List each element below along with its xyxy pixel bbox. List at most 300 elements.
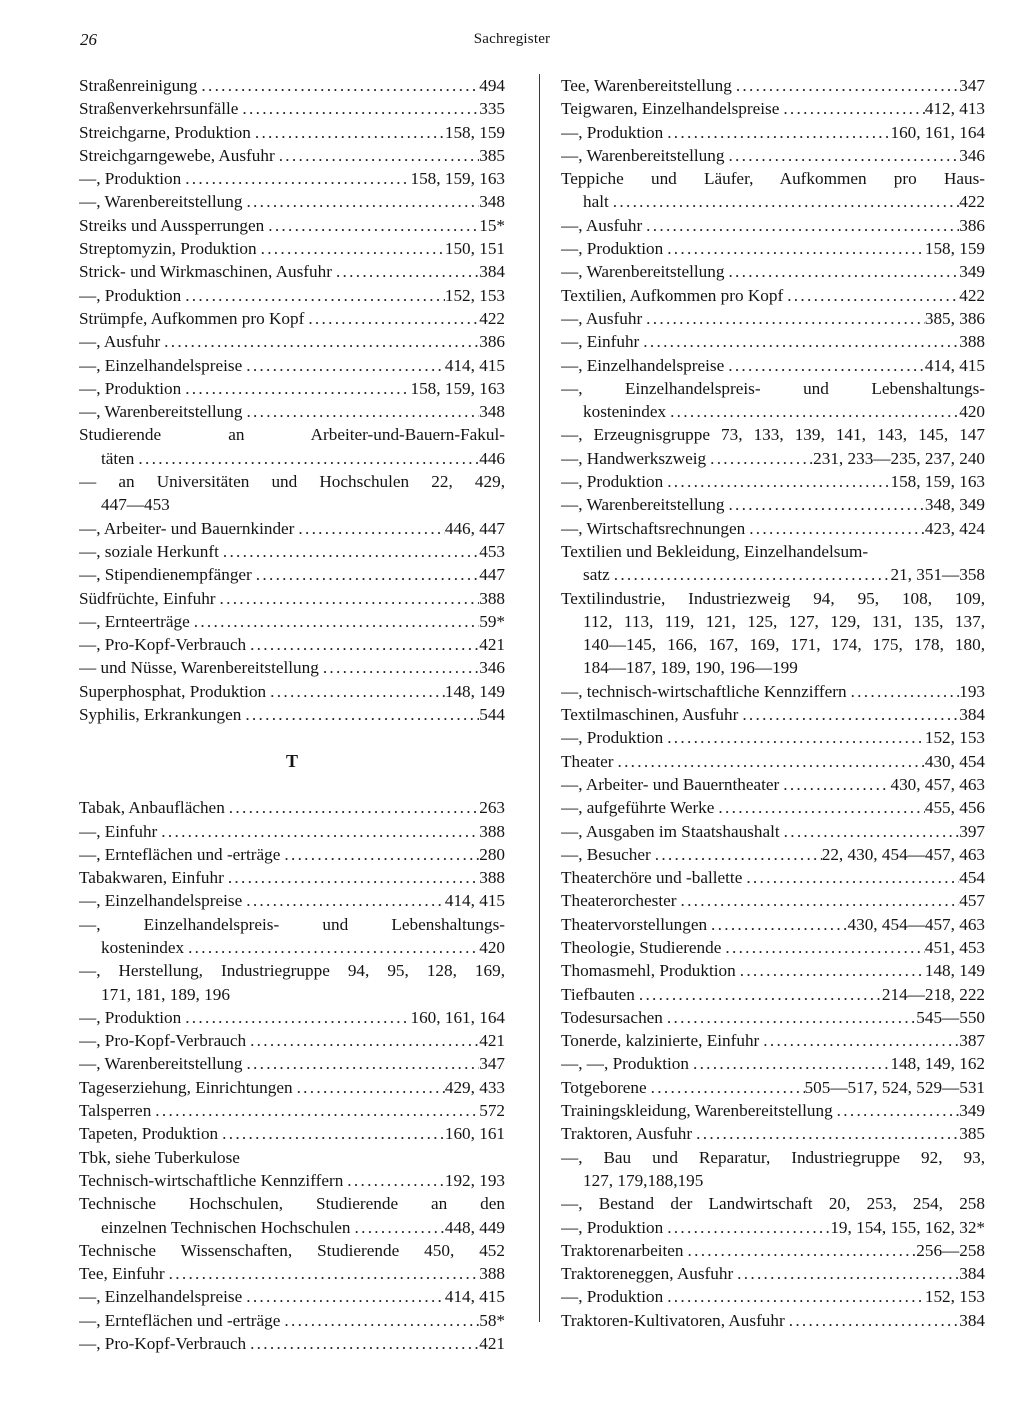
index-entry [561, 470, 985, 493]
dot-leader [252, 563, 479, 586]
entry-label: —, Produktion [561, 472, 664, 492]
index-entry [79, 237, 505, 260]
index-entry [561, 587, 985, 610]
index-entry [79, 540, 505, 563]
entry-page-refs: 430, 454 [924, 751, 985, 771]
entry-label: —, Warenbereitstellung [561, 145, 725, 165]
entry-page-refs: 384 [479, 262, 505, 282]
index-entry [79, 633, 505, 656]
index-entry [561, 889, 985, 912]
index-entry [561, 400, 985, 423]
dot-leader [242, 400, 479, 423]
index-entry [561, 563, 985, 586]
index-entry [79, 377, 505, 400]
entry-page-refs: 421 [479, 1031, 505, 1051]
dot-leader [676, 889, 959, 912]
entry-label: Technische Wissenschaften, Studierende 450, 452 [79, 1240, 505, 1260]
index-column-right [561, 74, 985, 1332]
entry-label: —, Warenbereitstellung [79, 192, 243, 212]
entry-label: einzelnen Technischen Hochschulen [101, 1217, 351, 1237]
entry-page-refs: 148, 149 [444, 681, 505, 701]
entry-label: —, Warenbereitstellung [561, 262, 725, 282]
entry-label: Tapeten, Produktion [79, 1124, 219, 1144]
entry-label: Technische Hochschulen, Studierende an den [79, 1194, 505, 1214]
entry-page-refs: 388 [479, 868, 505, 888]
index-entry [561, 97, 985, 120]
index-entry [79, 983, 505, 1006]
index-entry [561, 750, 985, 773]
entry-label: Syphilis, Erkrankungen [79, 705, 242, 725]
dot-leader [242, 1285, 445, 1308]
dot-leader [184, 936, 479, 959]
entry-label: Trainingskleidung, Warenbereitstellung [561, 1101, 833, 1121]
index-entry [561, 1146, 985, 1169]
entry-label: —, Ausgaben im Staatshaushalt [561, 821, 780, 841]
index-entry [79, 1029, 505, 1052]
entry-label: 127, 179,188,195 [583, 1170, 704, 1190]
entry-page-refs: 348 [479, 192, 505, 212]
index-entry [561, 703, 985, 726]
entry-page-refs: 384 [959, 1310, 985, 1330]
dot-leader [216, 587, 480, 610]
entry-page-refs: 59* [479, 611, 505, 631]
entry-label: —, Besucher [561, 844, 651, 864]
entry-page-refs: 447 [479, 565, 505, 585]
dot-leader [246, 1332, 479, 1355]
entry-label: —, Produktion [79, 1007, 182, 1027]
entry-page-refs: 421 [479, 1334, 505, 1354]
index-entry [561, 843, 985, 866]
index-entry [79, 260, 505, 283]
entry-page-refs: 397 [959, 821, 985, 841]
dot-leader [293, 1076, 445, 1099]
entry-page-refs: 572 [479, 1101, 505, 1121]
dot-leader [785, 1309, 959, 1332]
dot-leader [319, 656, 479, 679]
entry-label: —, Einzelhandelspreise [561, 355, 725, 375]
dot-leader [181, 167, 410, 190]
entry-page-refs: 384 [959, 1264, 985, 1284]
entry-page-refs: 422 [959, 285, 985, 305]
entry-page-refs: 494 [479, 76, 505, 95]
dot-leader [642, 214, 959, 237]
dot-leader [647, 1076, 805, 1099]
entry-label: —, Einzelhandelspreise [79, 891, 243, 911]
entry-page-refs: 21, 351—358 [890, 565, 985, 585]
index-entry [79, 423, 505, 446]
entry-label: Streichgarne, Produktion [79, 122, 251, 142]
dot-leader [684, 1239, 917, 1262]
entry-label: Thomasmehl, Produktion [561, 961, 736, 981]
entry-label: Theater [561, 751, 614, 771]
index-entry [79, 656, 505, 679]
entry-label: —, Ernteerträge [79, 611, 190, 631]
entry-page-refs: 22, 430, 454—457, 463 [821, 844, 985, 864]
dot-leader [745, 517, 925, 540]
dot-leader [225, 796, 479, 819]
entry-label: 447—453 [101, 495, 170, 515]
entry-label: —, Arbeiter- und Bauernkinder [79, 518, 295, 538]
entry-page-refs: 453 [479, 541, 505, 561]
entry-label: Südfrüchte, Einfuhr [79, 588, 216, 608]
entry-page-refs: 160, 161, 164 [410, 1007, 505, 1027]
entry-page-refs: 454 [959, 868, 985, 888]
entry-page-refs: 214—218, 222 [881, 984, 985, 1004]
entry-page-refs: 193 [959, 681, 985, 701]
dot-leader [332, 260, 479, 283]
index-entry [561, 377, 985, 400]
entry-page-refs: 386 [959, 215, 985, 235]
entry-page-refs: 349 [959, 1101, 985, 1121]
index-entry [79, 493, 505, 516]
entry-page-refs: 348 [479, 402, 505, 422]
entry-page-refs: 158, 159, 163 [890, 472, 985, 492]
entry-page-refs: 158, 159, 163 [410, 378, 505, 398]
entry-page-refs: 152, 153 [444, 285, 505, 305]
entry-label: Tee, Einfuhr [79, 1264, 165, 1284]
entry-page-refs: 420 [479, 937, 505, 957]
entry-label: Traktorenarbeiten [561, 1240, 684, 1260]
index-entry [79, 74, 505, 97]
dot-leader [275, 144, 480, 167]
index-entry [79, 587, 505, 610]
dot-leader [238, 97, 479, 120]
index-entry [561, 633, 985, 656]
index-entry [79, 913, 505, 936]
entry-label: — an Universitäten und Hochschulen 22, 429, [79, 472, 505, 492]
entry-page-refs: 150, 151 [444, 239, 505, 259]
index-entry [561, 540, 985, 563]
index-entry [79, 97, 505, 120]
index-entry [79, 214, 505, 237]
entry-label: Textilmaschinen, Ausfuhr [561, 705, 739, 725]
entry-label: halt [583, 192, 609, 212]
index-entry [561, 447, 985, 470]
dot-leader [266, 680, 445, 703]
dot-leader [732, 74, 959, 97]
dot-leader [707, 913, 847, 936]
entry-label: —, Einzelhandelspreis- und Lebenshaltungs- [561, 378, 985, 398]
dot-leader [343, 1169, 445, 1192]
entry-page-refs: 335 [479, 99, 505, 119]
entry-page-refs: 414, 415 [444, 891, 505, 911]
entry-page-refs: 429, 433 [444, 1077, 505, 1097]
dot-leader [780, 820, 960, 843]
dot-leader [610, 563, 891, 586]
index-entry [79, 447, 505, 470]
dot-leader [724, 493, 924, 516]
entry-label: Streichgarngewebe, Ausfuhr [79, 145, 275, 165]
entry-label: Talsperren [79, 1101, 152, 1121]
entry-label: —, Einzelhandelspreis- und Lebenshaltungs- [79, 914, 505, 934]
entry-label: Studierende an Arbeiter-und-Bauern-Fakul- [79, 425, 505, 445]
dot-leader [642, 307, 925, 330]
entry-label: —, Pro-Kopf-Verbrauch [79, 635, 247, 655]
entry-page-refs: 384 [959, 705, 985, 725]
dot-leader [833, 1099, 960, 1122]
dot-leader [242, 889, 445, 912]
entry-label: —, Warenbereitstellung [79, 402, 243, 422]
index-entry [79, 563, 505, 586]
index-entry [561, 190, 985, 213]
index-entry [79, 1122, 505, 1145]
dot-leader [733, 1262, 959, 1285]
index-entry [79, 680, 505, 703]
index-entry [79, 936, 505, 959]
dot-leader [714, 796, 924, 819]
dot-leader [197, 74, 479, 97]
dot-leader [280, 1309, 479, 1332]
entry-page-refs: 19, 154, 155, 162, 32* [830, 1217, 985, 1237]
entry-label: Textilindustrie, Industriezweig 94, 95, 108, 109, [561, 588, 985, 608]
dot-leader [165, 1262, 480, 1285]
index-entry [561, 517, 985, 540]
dot-leader [157, 820, 479, 843]
index-entry [79, 144, 505, 167]
entry-label: —, Produktion [561, 1217, 664, 1237]
entry-label: —, aufgeführte Werke [561, 798, 715, 818]
entry-page-refs: 148, 149, 162 [890, 1054, 985, 1074]
dot-leader [160, 330, 479, 353]
dot-leader [738, 703, 959, 726]
dot-leader [351, 1216, 445, 1239]
dot-leader [663, 1285, 925, 1308]
dot-leader [294, 517, 444, 540]
entry-page-refs: 256—258 [916, 1240, 985, 1260]
dot-leader [724, 354, 925, 377]
entry-label: Todesursachen [561, 1007, 663, 1027]
entry-label: —, Einzelhandelspreise [79, 1287, 243, 1307]
index-entry [561, 354, 985, 377]
entry-label: —, Ausfuhr [561, 308, 643, 328]
index-entry [561, 796, 985, 819]
dot-leader [724, 144, 959, 167]
index-entry [79, 1262, 505, 1285]
entry-label: —, Produktion [561, 239, 664, 259]
dot-leader [246, 1029, 479, 1052]
dot-leader [181, 284, 445, 307]
entry-page-refs: 451, 453 [924, 937, 985, 957]
index-entry [79, 796, 505, 819]
entry-label: Technisch-wirtschaftliche Kennziffern [79, 1170, 344, 1190]
entry-page-refs: 15* [479, 215, 505, 235]
entry-page-refs: 388 [959, 332, 985, 352]
dot-leader [280, 843, 479, 866]
entry-page-refs: 152, 153 [924, 728, 985, 748]
index-entry [79, 354, 505, 377]
entry-label: 171, 181, 189, 196 [101, 984, 230, 1004]
entry-label: Tee, Warenbereitstellung [561, 76, 732, 95]
entry-label: —, Warenbereitstellung [561, 495, 725, 515]
dot-leader [251, 121, 445, 144]
index-entry [561, 936, 985, 959]
index-entry [561, 260, 985, 283]
index-entry [561, 610, 985, 633]
index-entry [79, 1192, 505, 1215]
entry-label: —, Produktion [79, 169, 182, 189]
entry-label: Traktoren-Kultivatoren, Ausfuhr [561, 1310, 785, 1330]
dot-leader [151, 1099, 479, 1122]
dot-leader [134, 447, 479, 470]
index-entry [79, 959, 505, 982]
entry-label: — und Nüsse, Warenbereitstellung [79, 658, 319, 678]
entry-page-refs: 386 [479, 332, 505, 352]
entry-page-refs: 388 [479, 588, 505, 608]
dot-leader [190, 610, 480, 633]
dot-leader [689, 1052, 891, 1075]
entry-label: Teppiche und Läufer, Aufkommen pro Haus- [561, 169, 985, 189]
entry-label: —, Erzeugnisgruppe 73, 133, 139, 141, 143, 145, 147 [561, 425, 985, 445]
dot-leader [242, 190, 479, 213]
entry-label: Tiefbauten [561, 984, 635, 1004]
entry-page-refs: 457 [959, 891, 985, 911]
entry-label: Totgeborene [561, 1077, 647, 1097]
entry-page-refs: 455, 456 [924, 798, 985, 818]
entry-page-refs: 388 [479, 821, 505, 841]
index-entry [561, 1239, 985, 1262]
entry-page-refs: 280 [479, 844, 505, 864]
dot-leader [666, 400, 959, 423]
entry-label: Tabakwaren, Einfuhr [79, 868, 224, 888]
dot-leader [639, 330, 959, 353]
entry-page-refs: 387 [959, 1031, 985, 1051]
dot-leader [241, 703, 479, 726]
entry-label: 140—145, 166, 167, 169, 171, 174, 175, 178, 180, [583, 635, 985, 655]
index-entry [79, 1099, 505, 1122]
entry-label: —, Bau und Reparatur, Industriegruppe 92, 93, [561, 1147, 985, 1167]
entry-page-refs: 545—550 [916, 1007, 985, 1027]
index-entry [79, 1006, 505, 1029]
index-entry [79, 1146, 505, 1169]
running-head: Sachregister [473, 31, 551, 47]
entry-label: Straßenverkehrsunfälle [79, 99, 239, 119]
entry-page-refs: 422 [479, 308, 505, 328]
entry-label: —, Produktion [561, 728, 664, 748]
entry-page-refs: 412, 413 [924, 99, 985, 119]
entry-label: —, Produktion [561, 122, 664, 142]
entry-label: Theatervorstellungen [561, 914, 708, 934]
dot-leader [663, 1216, 830, 1239]
entry-page-refs: 544 [479, 705, 505, 725]
index-entry [79, 1052, 505, 1075]
index-entry [561, 656, 985, 679]
index-entry [561, 773, 985, 796]
index-entry [561, 1052, 985, 1075]
entry-page-refs: 446 [479, 448, 505, 468]
entry-page-refs: 385 [959, 1124, 985, 1144]
index-entry [79, 1239, 505, 1262]
dot-leader [304, 307, 479, 330]
index-entry [561, 307, 985, 330]
entry-label: —, Ernteflächen und -erträge [79, 1310, 281, 1330]
index-entry [561, 214, 985, 237]
entry-page-refs: 348, 349 [924, 495, 985, 515]
entry-page-refs: 160, 161 [444, 1124, 505, 1144]
index-entry [561, 913, 985, 936]
dot-leader [609, 190, 959, 213]
index-entry [79, 1309, 505, 1332]
dot-leader [759, 1029, 959, 1052]
entry-page-refs: 192, 193 [444, 1170, 505, 1190]
index-entry [79, 820, 505, 843]
column-divider [539, 74, 540, 1322]
entry-page-refs: 346 [959, 145, 985, 165]
entry-label: —, Einfuhr [561, 332, 640, 352]
dot-leader [224, 866, 479, 889]
dot-leader [246, 633, 479, 656]
entry-page-refs: 58* [479, 1310, 505, 1330]
index-entry [561, 1029, 985, 1052]
entry-label: —, Pro-Kopf-Verbrauch [79, 1031, 247, 1051]
index-entry [79, 307, 505, 330]
entry-label: —, Bestand der Landwirtschaft 20, 253, 254, 258 [561, 1194, 985, 1214]
entry-label: Tabak, Anbauflächen [79, 798, 225, 818]
dot-leader [264, 214, 479, 237]
index-entry [561, 167, 985, 190]
index-entry [79, 517, 505, 540]
index-entry [561, 1285, 985, 1308]
entry-label: Theologie, Studierende [561, 937, 722, 957]
index-entry [561, 1192, 985, 1215]
index-entry [561, 1262, 985, 1285]
dot-leader [706, 447, 813, 470]
dot-leader [242, 354, 445, 377]
entry-label: Traktoren, Ausfuhr [561, 1124, 693, 1144]
entry-label: Textilien und Bekleidung, Einzelhandelsum- [561, 541, 869, 561]
index-entry [561, 74, 985, 97]
entry-label: —, Herstellung, Industriegruppe 94, 95, 128, 169, [79, 961, 505, 981]
dot-leader [779, 773, 890, 796]
entry-label: Theaterorchester [561, 891, 677, 911]
entry-label: —, Ausfuhr [561, 215, 643, 235]
entry-label: kostenindex [101, 937, 185, 957]
entry-label: täten [101, 448, 135, 468]
entry-page-refs: 446, 447 [444, 518, 505, 538]
index-entry [561, 1216, 985, 1239]
entry-page-refs: 385 [479, 145, 505, 165]
entry-page-refs: 160, 161, 164 [890, 122, 985, 142]
entry-label: Theaterchöre und -ballette [561, 868, 743, 888]
entry-page-refs: 148, 149 [924, 961, 985, 981]
entry-page-refs: 430, 454—457, 463 [847, 914, 985, 934]
entry-label: —, soziale Herkunft [79, 541, 219, 561]
entry-label: Strick- und Wirkmaschinen, Ausfuhr [79, 262, 332, 282]
entry-page-refs: 423, 424 [924, 518, 985, 538]
index-entry [561, 144, 985, 167]
index-entry [561, 1122, 985, 1145]
dot-leader [724, 260, 959, 283]
entry-page-refs: 388 [479, 1264, 505, 1284]
dot-leader [635, 983, 882, 1006]
entry-page-refs: 349 [959, 262, 985, 282]
index-entry [79, 1169, 505, 1192]
index-entry [561, 1006, 985, 1029]
index-entry [79, 1216, 505, 1239]
entry-label: —, Pro-Kopf-Verbrauch [79, 1334, 247, 1354]
entry-label: Tageserziehung, Einrichtungen [79, 1077, 293, 1097]
entry-label: —, Stipendienempfänger [79, 565, 252, 585]
entry-page-refs: 347 [479, 1054, 505, 1074]
entry-page-refs: 414, 415 [924, 355, 985, 375]
dot-leader [181, 377, 410, 400]
index-entry [79, 330, 505, 353]
entry-label: —, Produktion [79, 285, 182, 305]
index-entry [79, 1332, 505, 1355]
page-number: 26 [80, 30, 97, 49]
entry-page-refs: 152, 153 [924, 1287, 985, 1307]
index-entry [561, 284, 985, 307]
dot-leader [742, 866, 959, 889]
